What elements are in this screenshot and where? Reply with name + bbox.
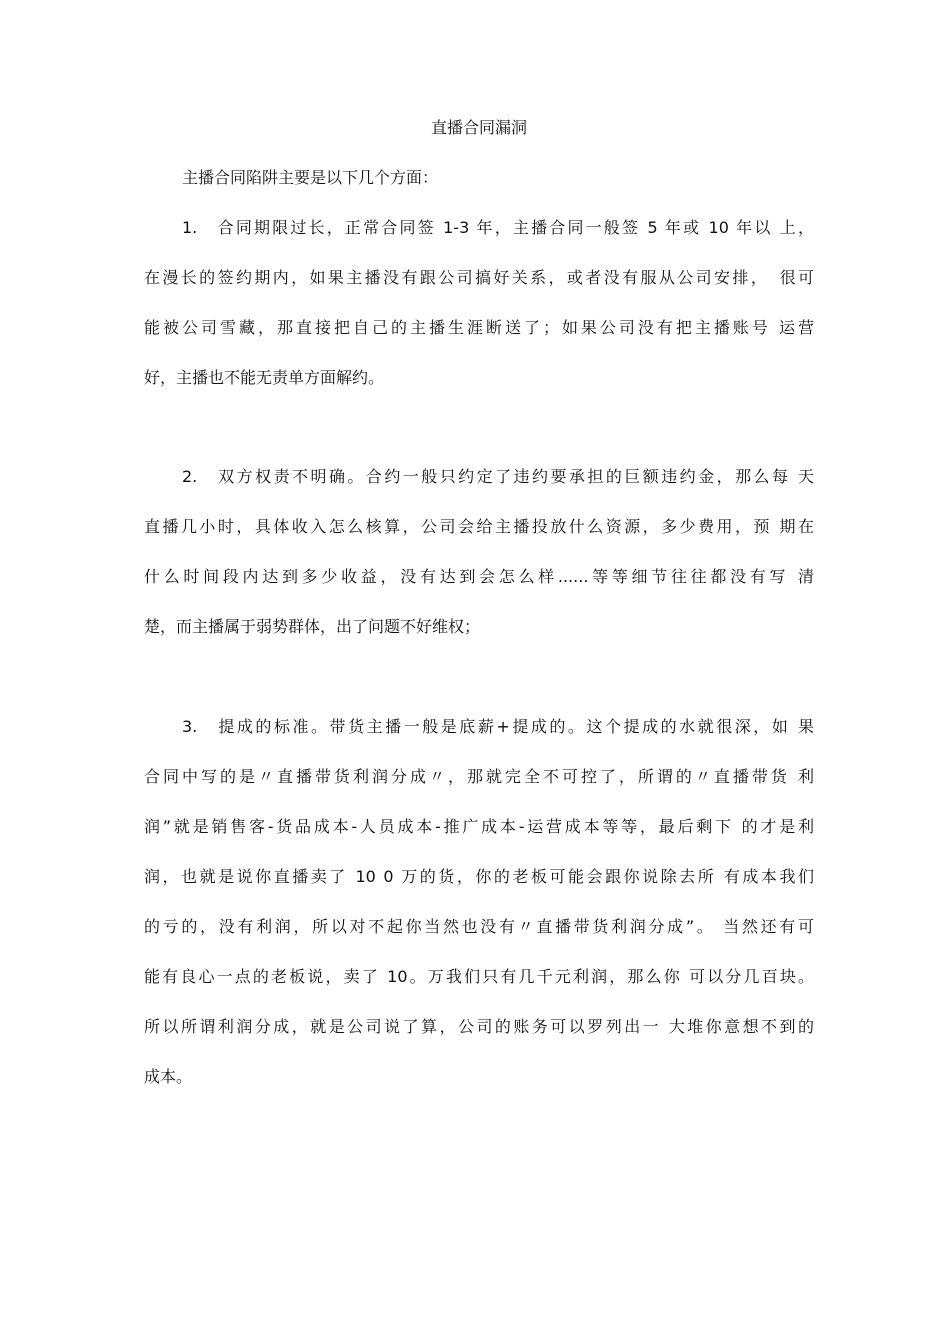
section-1-line-4: 好，主播也不能无责单方面解约。 xyxy=(144,368,385,387)
section-3-line-7: 所以所谓利润分成，就是公司说了算，公司的账务可以罗列出一 大堆你意想不到的 xyxy=(144,1017,814,1036)
section-2-line-3: 什么时间段内达到多少收益，没有达到会怎么样......等等细节往往都没有写 清 xyxy=(144,567,814,586)
intro-paragraph: 主播合同陷阱主要是以下几个方面： xyxy=(182,168,439,187)
section-2-line-2: 直播几小时，具体收入怎么核算，公司会给主播投放什么资源，多少费用，预 期在 xyxy=(144,517,814,536)
section-2-line-4: 楚，而主播属于弱势群体，出了问题不好维权； xyxy=(144,617,481,636)
section-3-line-6: 能有良心一点的老板说，卖了 10。万我们只有几千元利润，那么你 可以分几百块。 xyxy=(144,967,814,986)
section-1-line-2: 在漫长的签约期内，如果主播没有跟公司搞好关系，或者没有服从公司安排， 很可 xyxy=(144,268,814,287)
section-2-line-1: 2. 双方权责不明确。合约一般只约定了违约要承担的巨额违约金，那么每 天 xyxy=(182,467,814,486)
document-title: 直播合同漏洞 xyxy=(430,118,527,137)
section-3-line-8: 成本。 xyxy=(144,1067,193,1086)
section-3-line-5: 的亏的，没有利润，所以对不起你当然也没有〃直播带货利润分成”。 当然还有可 xyxy=(144,917,814,936)
section-1-line-1: 1. 合同期限过长，正常合同签 1-3 年，主播合同一般签 5 年或 10 年以 上， xyxy=(182,218,814,237)
section-3-line-1: 3. 提成的标准。带货主播一般是底薪+提成的。这个提成的水就很深，如 果 xyxy=(182,717,814,736)
section-3-line-2: 合同中写的是〃直播带货利润分成〃，那就完全不可控了，所谓的〃直播带货 利 xyxy=(144,767,814,786)
section-3-line-3: 润”就是销售客-货品成本-人员成本-推广成本-运营成本等等，最后剩下 的才是利 xyxy=(144,817,814,836)
section-3-line-4: 润，也就是说你直播卖了 10 0 万的货，你的老板可能会跟你说除去所 有成本我们 xyxy=(144,867,814,886)
section-1-line-3: 能被公司雪藏，那直接把自己的主播生涯断送了；如果公司没有把主播账号 运营 xyxy=(144,318,814,337)
